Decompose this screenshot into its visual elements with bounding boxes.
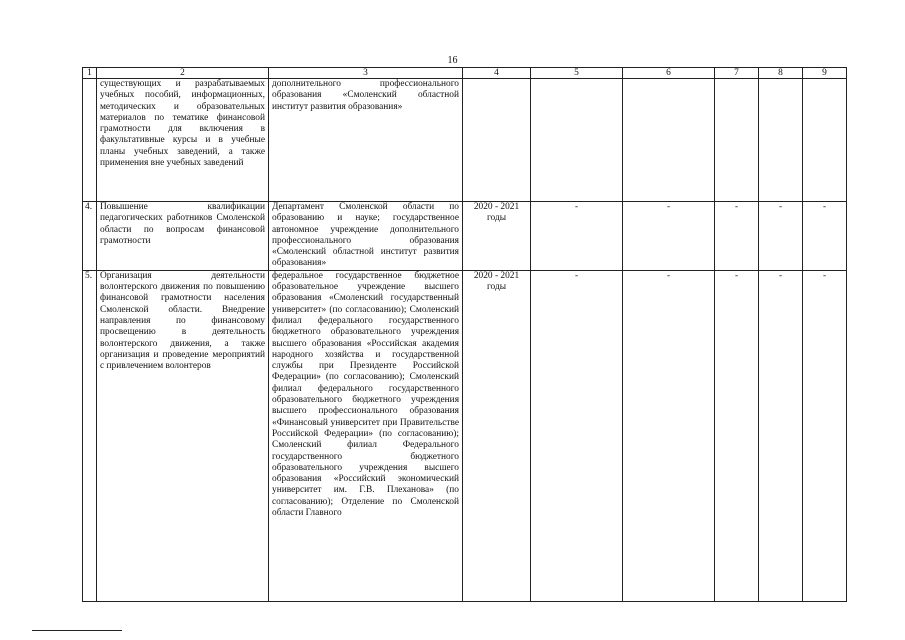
row-number: 4.: [83, 202, 97, 271]
period: 2020 - 2021 годы: [463, 202, 531, 271]
measure-name: Организация деятельности волонтерского движения по повышению финансовой грамотности населения Смоленской области. Внедрение направления по финансовому просвещению в деятельность волонтерского движения, а также организация и проведение мероприятий с привлечением волонтеров: [97, 270, 269, 601]
table-row: [83, 270, 847, 601]
value-cell: [715, 79, 759, 202]
executor: дополнительного профессионального образования «Смоленский областной институт развития образования»: [269, 79, 463, 202]
value-cell: -: [623, 270, 715, 601]
executor: Департамент Смоленской области по образованию и науке; государственное автономное учреждение дополнительного профессионального образования «Смоленский областной институт развития образования»: [269, 202, 463, 271]
footnote-separator: [32, 630, 122, 631]
value-cell: -: [803, 202, 847, 271]
table-row: [83, 202, 847, 271]
row-number: 5.: [83, 270, 97, 601]
period: [463, 79, 531, 202]
header-cell-5: 5: [531, 68, 623, 79]
value-cell: -: [803, 270, 847, 601]
value-cell: -: [759, 202, 803, 271]
value-cell: [623, 79, 715, 202]
measures-table: [82, 67, 847, 602]
measure-name: Повышение квалификации педагогических работников Смоленской области по вопросам финансовой грамотности: [97, 202, 269, 271]
header-cell-8: 8: [759, 68, 803, 79]
value-cell: -: [759, 270, 803, 601]
value-cell: -: [623, 202, 715, 271]
period: 2020 - 2021 годы: [463, 270, 531, 601]
header-cell-4: 4: [463, 68, 531, 79]
value-cell: [759, 79, 803, 202]
table-header-row: [83, 68, 847, 79]
header-cell-3: 3: [269, 68, 463, 79]
page-number: 16: [447, 55, 458, 66]
value-cell: -: [715, 270, 759, 601]
header-cell-6: 6: [623, 68, 715, 79]
row-number: [83, 79, 97, 202]
header-cell-1: 1: [83, 68, 97, 79]
value-cell: -: [715, 202, 759, 271]
value-cell: -: [531, 202, 623, 271]
table-row: [83, 79, 847, 202]
header-cell-7: 7: [715, 68, 759, 79]
measure-name: существующих и разрабатываемых учебных пособий, информационных, методических и образовательных материалов по тематике финансовой грамотности для включения в факультативные курсы и в учебные планы учебных заведений, а также применения вне учебных заведений: [97, 79, 269, 202]
value-cell: -: [531, 270, 623, 601]
executor-text: федеральное государственное бюджетное образовательное учреждение высшего образования «Смоленский государственный университет» (по согласованию); Смоленский филиал федерального государственного бюджетного образовательного учреждения высшего образования «Российская академия народного хозяйства и государственной службы при Президенте Российской Федерации» (по согласованию); Смоленский филиал федерального государственного образовательного бюджетного учреждения высшего профессионального образования «Финансовый университет при Правительстве Российской Федерации» (по согласованию); Смоленский филиал Федерального государственного бюджетного образовательного учреждения высшего образования «Российский экономический университет им. Г.В. Плеханова» (по согласованию); Отделение по Смоленской области Главного: [272, 270, 459, 519]
value-cell: [531, 79, 623, 202]
header-cell-2: 2: [97, 68, 269, 79]
value-cell: [803, 79, 847, 202]
header-cell-9: 9: [803, 68, 847, 79]
executor: [269, 270, 463, 601]
